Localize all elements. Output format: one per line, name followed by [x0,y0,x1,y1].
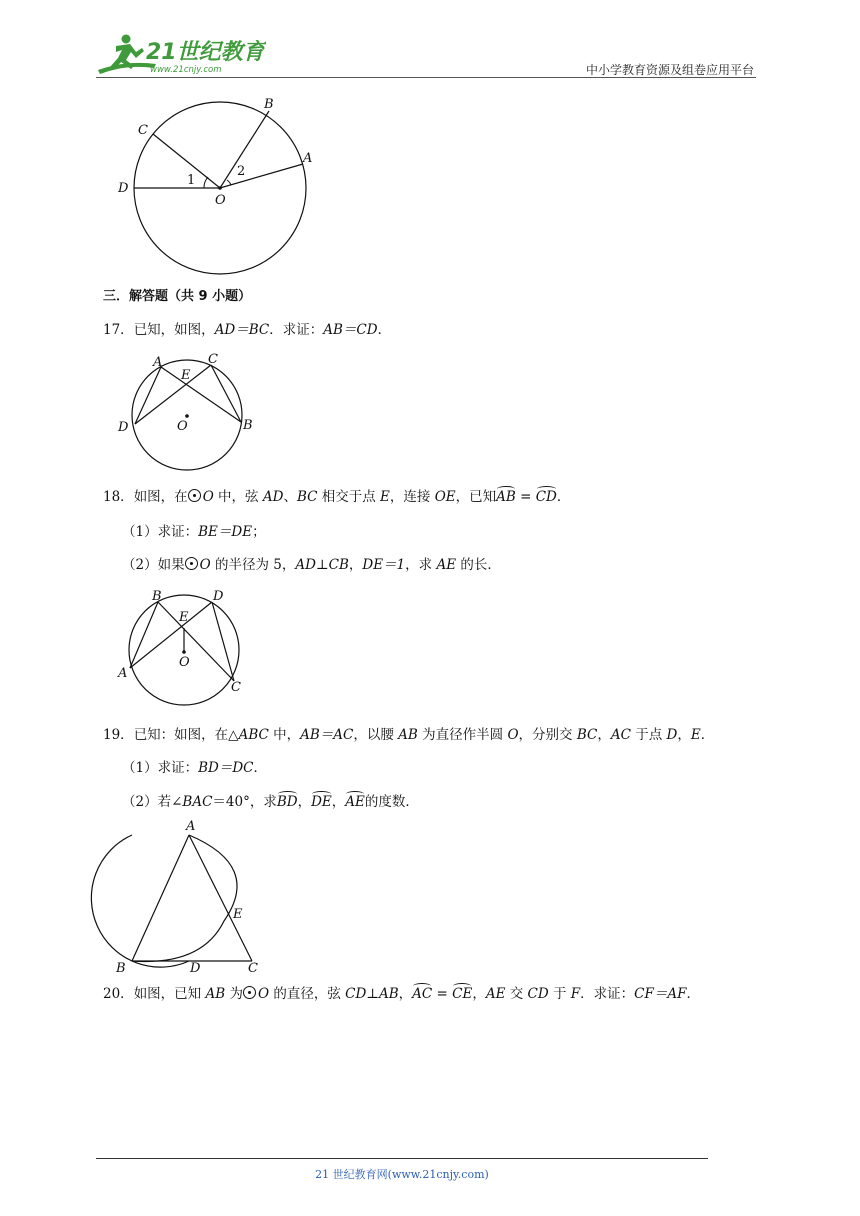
header-divider [96,77,756,78]
label-A: A [118,666,128,681]
question-19: 19．已知：如图，在△ABC 中，AB＝AC，以腰 AB 为直径作半圆 O，分别交 BC，AC 于点 D，E． [103,727,715,743]
label-A: A [186,819,196,834]
label-A: A [303,151,313,166]
label-B: B [152,589,162,604]
page-header [96,30,756,78]
footer-divider [96,1158,708,1159]
label-O: O [177,419,188,434]
label-D: D [213,589,224,604]
circle-dot-icon [185,557,198,570]
label-O: O [179,655,190,670]
header-title: 中小学教育资源及组卷应用平台 [585,63,754,77]
figure-q19 [112,816,272,980]
figure-q16 [112,92,322,282]
angle-2-label: 2 [237,164,246,179]
label-O: O [215,193,226,208]
label-E: E [233,907,243,922]
label-A: A [153,355,163,370]
question-19-part-1: （1）求证：BD＝DC． [122,760,267,776]
circle-dot-icon [243,986,256,999]
figure-q17 [112,350,262,476]
label-B: B [116,961,126,976]
angle-1-label: 1 [187,173,196,188]
site-logo [96,30,266,76]
label-D: D [190,961,201,976]
label-C: C [208,352,218,367]
svg-text:21世纪教育: 21世纪教育 [146,40,265,65]
question-20: 20．如图，已知 AB 为 O 的直径，弦 CD⊥AB，AC = CE，AE 交 CD 于 F．求证：CF＝AF． [103,986,700,1002]
figure-q18 [112,588,252,710]
label-E: E [181,368,191,383]
label-C: C [248,961,258,976]
circle-dot-icon [188,489,201,502]
svg-text:www.21cnjy.com: www.21cnjy.com [150,65,222,75]
question-17: 17．已知，如图，AD＝BC．求证：AB＝CD． [103,322,392,338]
label-B: B [264,97,274,112]
label-D: D [118,420,129,435]
label-B: B [243,418,253,433]
section-title: 三．解答题（共 9 小题） [103,289,252,304]
label-E: E [179,610,189,625]
label-C: C [231,680,241,695]
label-D: D [118,181,129,196]
label-C: C [138,123,148,138]
question-19-part-2: （2）若∠BAC＝40°，求BD，DE，AE的度数． [122,794,419,810]
question-18-part-1: （1）求证：BE＝DE； [122,524,266,540]
footer-text[interactable]: 21 世纪教育网(www.21cnjy.com) [315,1168,489,1181]
question-18-part-2: （2）如果 O 的半径为 5，AD⊥CB，DE＝1，求 AE 的长． [122,557,501,573]
question-18: 18．如图，在 O 中，弦 AD、BC 相交于点 E，连接 OE，已知AB = CD． [103,489,571,505]
